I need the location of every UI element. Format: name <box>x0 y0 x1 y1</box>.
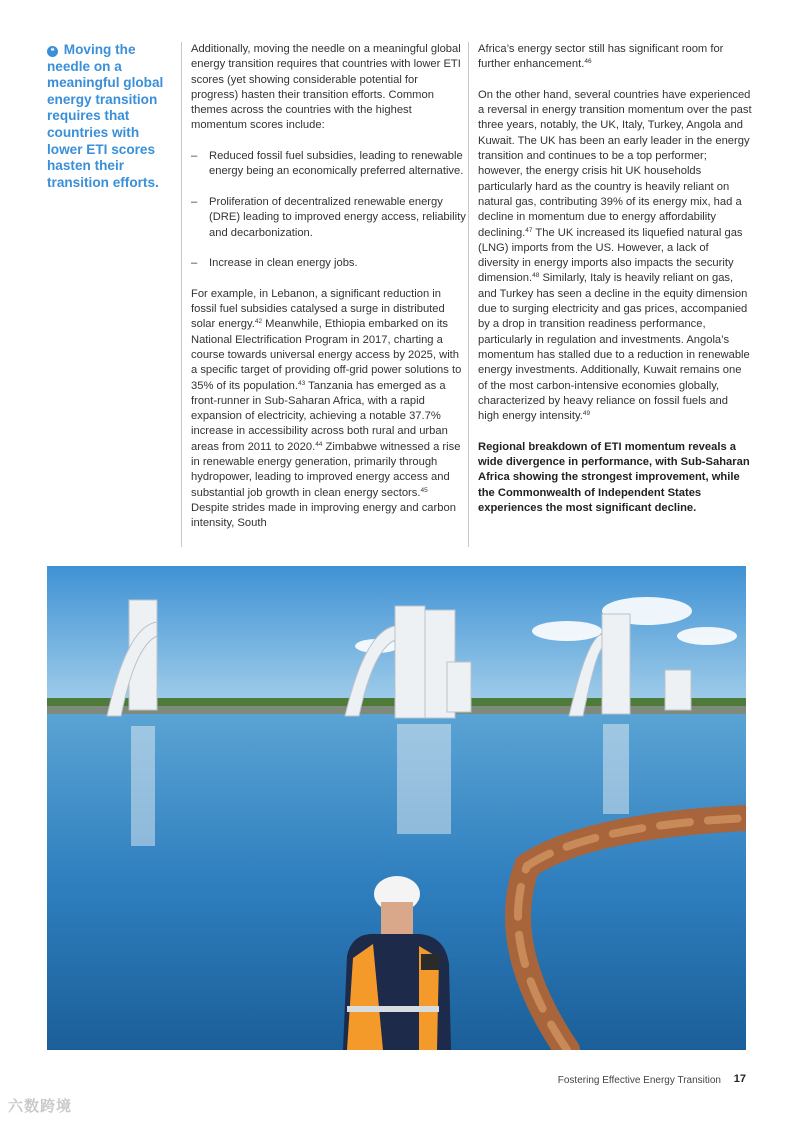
text-column-2 <box>468 42 752 547</box>
text-run: Meanwhile, Ethiopia embarked on its National Electrification Program in 2017, charting a course towards universal energy access by 2025, with a specific target of providing off-grid power solutions to 35% of its population. <box>191 318 462 392</box>
intro-paragraph: Additionally, moving the needle on a meaningful global energy transition requires that countries with lower ETI scores (yet showing considerable potential for progress) hasten their transition efforts. Common themes across the countries with the highest momentum scores include: <box>191 43 461 132</box>
list-item: – Reduced fossil fuel subsidies, leading to renewable energy being an economically preferred alternative. <box>191 149 466 180</box>
text-run: Despite strides made in improving energy and carbon intensity, South <box>191 501 456 530</box>
text-run: The UK increased its liquefied natural gas (LNG) imports from the US. However, a lack of diversity in energy imports also impacts the security dimension. <box>478 226 743 285</box>
footnote-ref[interactable]: 48 <box>532 272 540 280</box>
hydro-dam-photo <box>47 566 746 1050</box>
text-run: Africa’s energy sector still has significant room for further enhancement. <box>478 43 724 71</box>
pull-quote <box>47 42 169 191</box>
conclusion-paragraph: Regional breakdown of ETI momentum reveals a wide divergence in performance, with Sub-Saharan Africa showing the strongest improvement, while the Commonwealth of Independent States experiences the most significant decline. <box>478 440 750 514</box>
footnote-ref[interactable]: 49 <box>582 410 591 418</box>
footnote-ref[interactable]: 45 <box>420 486 428 494</box>
themes-list <box>191 149 466 271</box>
text-run: On the other hand, several countries have experienced a reversal in energy transition momentum over the past three years, notably, the UK, Italy, Turkey, Angola and Kuwait. The UK has been an early leader in the energy transition and continues to be a top performer; however, the energy crisis hit UK households particularly hard as the country is heavily reliant on natural gas, contributing 39% of its energy mix, had a decline in momentum due to energy affordability declining. <box>478 88 752 239</box>
watermark: 六数跨境 <box>8 1098 73 1115</box>
text-run: For example, in Lebanon, a significant reduction in fossil fuel subsidies catalysed a surge in distributed solar energy. <box>191 287 445 331</box>
text-run: Tanzania has emerged as a front-runner in Sub-Saharan Africa, with a rapid expansion of electricity, achieving a notable 37.7% increase in accessibility across both rural and urban areas from 2011 to 2020. <box>191 379 448 453</box>
text-run: Zimbabwe witnessed a rise in renewable energy generation, primarily through hydropower, leading to improved energy access and substantial job growth in clean energy sectors. <box>191 440 461 499</box>
examples-paragraph <box>191 287 466 532</box>
list-item: – Increase in clean energy jobs. <box>191 256 466 271</box>
page-number: 17 <box>733 1073 746 1085</box>
footnote-ref[interactable]: 47 <box>525 226 533 234</box>
quote-icon: ❝ <box>47 46 58 57</box>
footnote-ref[interactable]: 42 <box>254 318 263 326</box>
continuation-paragraph <box>478 42 752 73</box>
text-column-1 <box>181 42 466 547</box>
footnote-ref[interactable]: 43 <box>297 379 306 387</box>
list-item: – Proliferation of decentralized renewable energy (DRE) leading to improved energy access, reliability and decarbonization. <box>191 195 466 241</box>
reversal-paragraph <box>478 88 752 425</box>
footnote-ref[interactable]: 44 <box>315 440 323 448</box>
footer-title: Fostering Effective Energy Transition <box>557 1075 721 1086</box>
footnote-ref[interactable]: 46 <box>584 58 592 66</box>
text-run: Similarly, Italy is heavily reliant on gas, and Turkey has seen a decline in the equity dimension due to surging electricity and gas prices, accompanied by a drop in transition readiness performance, particularly in regulation and investments. Angola’s momentum has stalled due to a reduction in renewable energy investments. Additionally, Kuwait remains one of the most carbon-intensive economies globally, characterized by heavy reliance on fossil fuels and high energy intensity. <box>478 272 750 423</box>
pull-quote-text: Moving the needle on a meaningful global energy transition requires that countries with lower ETI scores hasten their transition efforts. <box>47 42 164 190</box>
